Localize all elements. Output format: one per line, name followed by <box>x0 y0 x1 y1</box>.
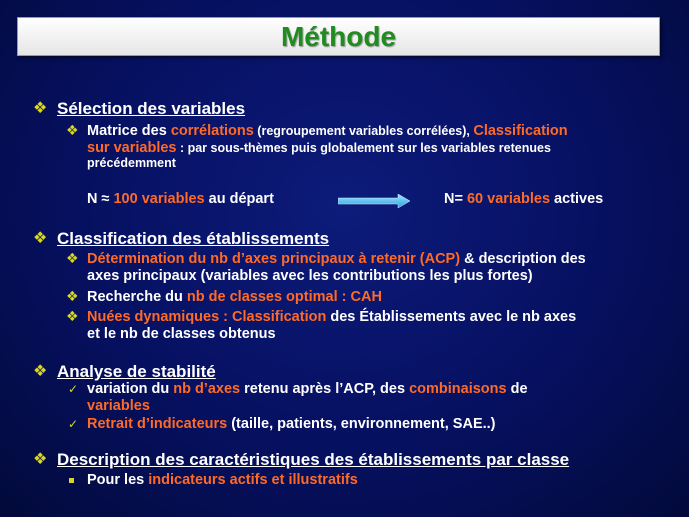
checkmark-icon: ✓ <box>68 382 79 396</box>
slide-title: Méthode <box>280 20 397 52</box>
s3-item1-line2: variables <box>87 398 150 414</box>
s1-item-line1: Matrice des corrélations (regroupement variables corrélées), Classification <box>87 123 568 139</box>
diamond-bullet-icon: ❖ <box>66 308 79 324</box>
diamond-bullet-icon: ❖ <box>66 288 79 304</box>
s2-item1-line1: Détermination du nb d’axes principaux à retenir (ACP) & description des <box>87 251 586 267</box>
square-bullet-icon <box>69 478 74 483</box>
s2-item3-line2: et le nb de classes obtenus <box>87 326 276 342</box>
s2-item2: Recherche du nb de classes optimal : CAH <box>87 289 382 305</box>
n-depart: N ≈ 100 variables au départ <box>87 191 274 207</box>
s2-item1-line2: axes principaux (variables avec les contributions les plus fortes) <box>87 268 533 284</box>
diamond-bullet-icon: ❖ <box>33 100 48 117</box>
s2-item3-line1: Nuées dynamiques : Classification des Établissements avec le nb axes <box>87 309 577 325</box>
n-actives: N= 60 variables actives <box>444 191 604 207</box>
diamond-bullet-icon: ❖ <box>33 451 48 468</box>
section-heading-classification: Classification des établissements <box>57 229 330 248</box>
s3-item1-line1: variation du nb d’axes retenu après l’ACP, des combinaisons de <box>87 381 528 397</box>
diamond-bullet-icon: ❖ <box>66 250 79 266</box>
s1-item-line2: sur variables : par sous-thèmes puis globalement sur les variables retenues <box>87 140 551 156</box>
diamond-bullet-icon: ❖ <box>66 122 79 138</box>
s3-item2: Retrait d’indicateurs (taille, patients, environnement, SAE..) <box>87 416 496 432</box>
section-heading-selection: Sélection des variables <box>57 99 246 118</box>
s4-item1: Pour les indicateurs actifs et illustratifs <box>87 472 358 488</box>
section-heading-description: Description des caractéristiques des établissements par classe <box>57 450 570 469</box>
approx-symbol: ≈ <box>101 191 110 207</box>
arrow-right-icon <box>338 194 410 208</box>
diamond-bullet-icon: ❖ <box>33 230 48 247</box>
s1-item-line3: précédemment <box>87 156 176 170</box>
title-bar <box>17 17 660 56</box>
checkmark-icon: ✓ <box>68 417 79 431</box>
diamond-bullet-icon: ❖ <box>33 363 48 380</box>
section-heading-stabilite: Analyse de stabilité <box>57 362 216 381</box>
